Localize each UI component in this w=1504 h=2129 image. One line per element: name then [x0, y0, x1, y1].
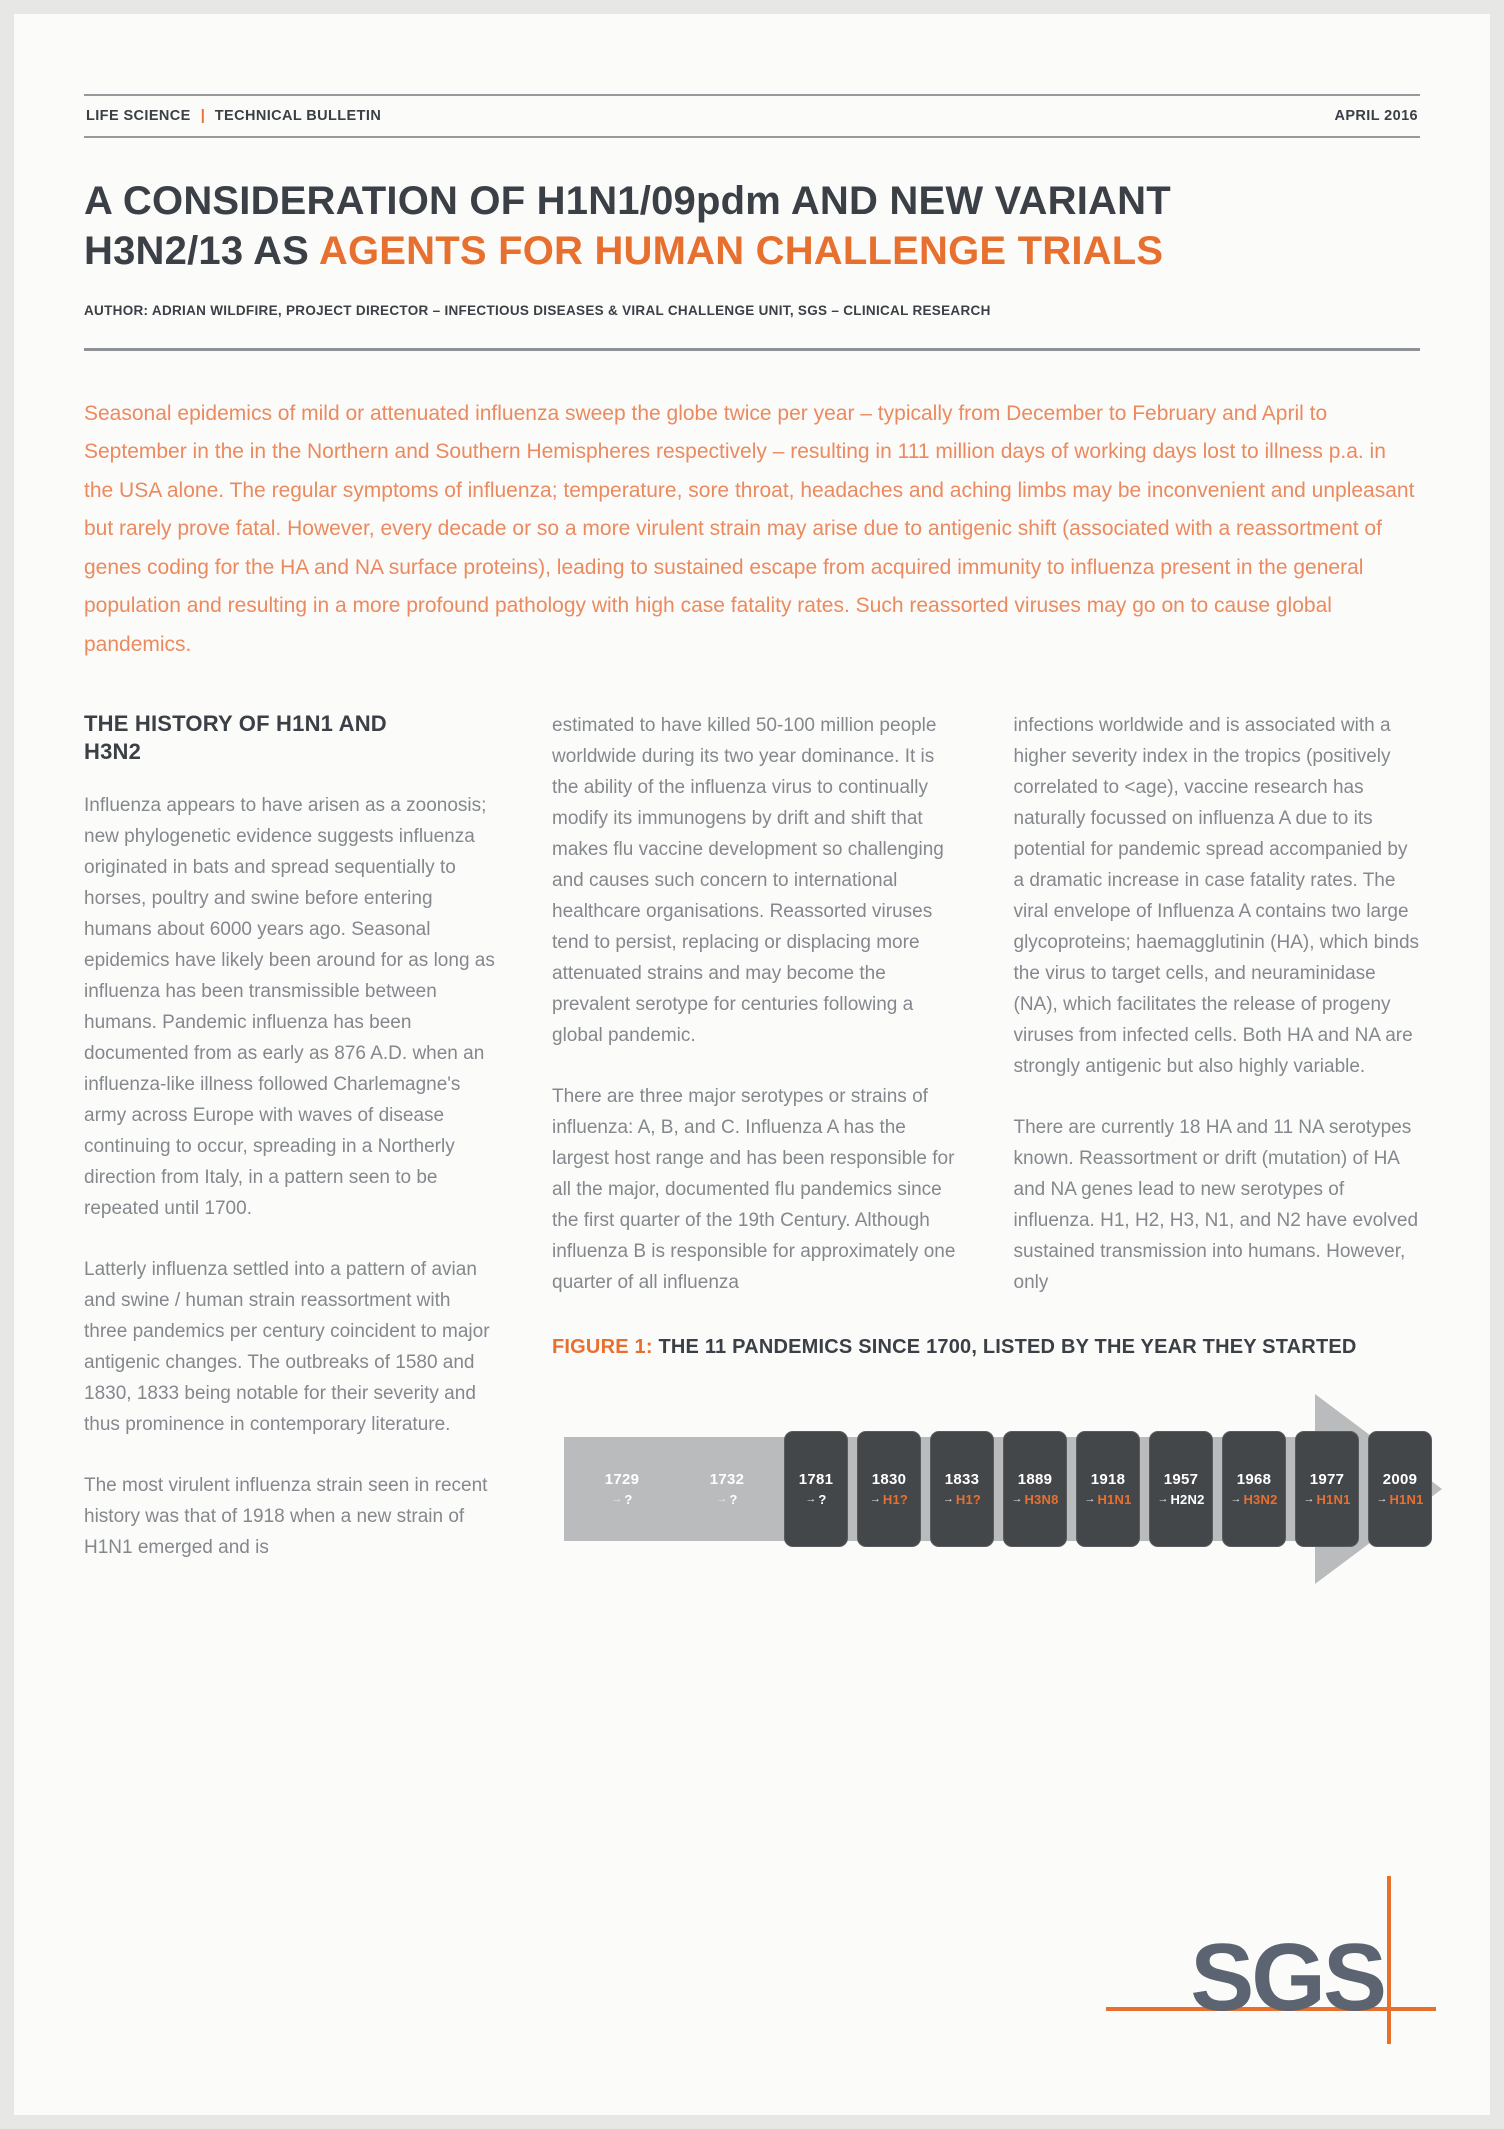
timeline-subtype-row — [1376, 1492, 1423, 1507]
timeline-subtype-row — [1157, 1492, 1204, 1507]
pandemics-timeline — [552, 1389, 1424, 1601]
column-2 — [552, 710, 959, 1328]
timeline-item-1968 — [1222, 1431, 1286, 1547]
timeline-subtype-row — [805, 1492, 826, 1507]
paragraph: Latterly influenza settled into a pattern of avian and swine / human strain reassortment with three pandemics per century coincident to major antigenic changes. The outbreaks of 1580 and 1830, 1833 being notable for their severity and thus prominence in contemporary literature. — [84, 1259, 490, 1436]
right-region — [552, 710, 1424, 1601]
masthead-type: TECHNICAL BULLETIN — [214, 108, 382, 124]
timeline-year: 1918 — [1090, 1471, 1126, 1489]
masthead-date: APRIL 2016 — [1334, 108, 1418, 124]
timeline-subtype: H3N8 — [1024, 1492, 1059, 1508]
timeline-year: 1729 — [604, 1471, 640, 1489]
timeline-year: 2009 — [1382, 1471, 1418, 1489]
figure-caption-prefix: FIGURE 1: — [552, 1336, 653, 1359]
timeline-item-1781 — [784, 1431, 848, 1547]
timeline-item-1977 — [1295, 1431, 1359, 1547]
timeline-year: 1957 — [1163, 1471, 1199, 1489]
timeline-subtype-row — [1011, 1492, 1058, 1507]
paragraph: Influenza appears to have arisen as a zoonosis; new phylogenetic evidence suggests influenza originated in bats and spread sequentially to horses, poultry and swine before entering humans about 6000 years ago. Seasonal epidemics have likely been around for as long as influenza has been transmissible between humans. Pandemic influenza has been documented from as early as 876 A.D. when an influenza-like illness followed Charlemagne's army across Europe with waves of disease continuing to occur, spreading in a Northerly direction from Italy, in a pattern seen to be repeated until 1700. — [84, 795, 495, 1220]
timeline-subtype: H3N2 — [1243, 1492, 1278, 1508]
logo-vertical-line — [1387, 1876, 1391, 2044]
right-arrow-icon: → — [716, 1493, 728, 1506]
timeline-year: 1781 — [798, 1471, 834, 1489]
right-arrow-icon: → — [1084, 1493, 1096, 1506]
body-columns — [84, 710, 1424, 1601]
timeline-item-1957 — [1149, 1431, 1213, 1547]
right-arrow-icon: → — [611, 1493, 623, 1506]
timeline-item-1732 — [679, 1437, 775, 1541]
paragraph: estimated to have killed 50-100 million people worldwide during its two year dominance. It is the ability of the influenza virus to continually modify its immunogens by drift and shift that makes flu vaccine development so challenging and causes such concern to international healthcare organisations. Reassorted viruses tend to persist, replacing or displacing more attenuated strains and may become the prevalent serotype for centuries following a global pandemic. — [552, 715, 944, 1047]
timeline-subtype-row — [611, 1492, 632, 1507]
masthead-separator: | — [200, 108, 205, 124]
section-heading: THE HISTORY OF H1N1 AND H3N2 — [84, 711, 387, 765]
timeline-subtype-row — [716, 1492, 737, 1507]
timeline-subtype: ? — [818, 1492, 827, 1508]
masthead-left — [86, 108, 381, 124]
title-line2-orange: AGENTS FOR HUMAN CHALLENGE TRIALS — [318, 229, 1164, 273]
right-arrow-icon: → — [1157, 1493, 1169, 1506]
timeline-subtype: H1? — [882, 1492, 909, 1508]
right-arrow-icon: → — [1011, 1493, 1023, 1506]
right-arrow-icon: → — [869, 1493, 881, 1506]
timeline-year: 1732 — [709, 1471, 745, 1489]
timeline-item-1830 — [857, 1431, 921, 1547]
right-arrow-icon: → — [942, 1493, 954, 1506]
timeline-subtype-row — [1230, 1492, 1277, 1507]
right-arrow-icon: → — [1230, 1493, 1242, 1506]
column-1 — [84, 710, 497, 1601]
right-arrow-icon: → — [805, 1493, 817, 1506]
figure-1 — [552, 1336, 1424, 1601]
timeline-subtype: H1N1 — [1097, 1492, 1132, 1508]
timeline-year: 1889 — [1017, 1471, 1053, 1489]
timeline-subtype-row — [1303, 1492, 1350, 1507]
timeline-subtype: H2N2 — [1170, 1492, 1205, 1508]
figure-caption — [552, 1336, 1420, 1359]
right-arrow-icon: → — [1376, 1493, 1388, 1506]
paragraph: There are currently 18 HA and 11 NA serotypes known. Reassortment or drift (mutation) of HA and NA genes lead to new serotypes of influenza. H1, H2, H3, N1, and N2 have evolved sustained transmission into humans. However, only — [1013, 1117, 1419, 1294]
columns-2-3 — [552, 710, 1420, 1328]
masthead — [84, 94, 1420, 138]
timeline-subtype: H1N1 — [1389, 1492, 1424, 1508]
figure-caption-text: THE 11 PANDEMICS SINCE 1700, LISTED BY THE YEAR THEY STARTED — [652, 1336, 1357, 1359]
timeline-item-1729 — [574, 1437, 670, 1541]
timeline-year: 1830 — [871, 1471, 907, 1489]
timeline-year: 1968 — [1236, 1471, 1272, 1489]
timeline-year: 1833 — [944, 1471, 980, 1489]
timeline-items — [574, 1431, 1432, 1547]
timeline-subtype: ? — [624, 1492, 633, 1508]
title-line1: A CONSIDERATION OF H1N1/09pdm AND NEW VARIANT — [84, 179, 1171, 223]
timeline-year: 1977 — [1309, 1471, 1345, 1489]
title-line2-dark: H3N2/13 AS — [84, 229, 319, 273]
page-content — [84, 14, 1424, 1601]
paragraph: The most virulent influenza strain seen in recent history was that of 1918 when a new strain of H1N1 emerged and is — [84, 1475, 488, 1559]
timeline-subtype: ? — [729, 1492, 738, 1508]
timeline-subtype: H1N1 — [1316, 1492, 1351, 1508]
right-arrow-icon: → — [1303, 1493, 1315, 1506]
timeline-subtype: H1? — [955, 1492, 982, 1508]
timeline-item-1918 — [1076, 1431, 1140, 1547]
timeline-item-2009 — [1368, 1431, 1432, 1547]
timeline-subtype-row — [1084, 1492, 1131, 1507]
timeline-subtype-row — [943, 1492, 981, 1507]
logo-text: SGS — [1190, 1924, 1384, 2032]
intro-paragraph: Seasonal epidemics of mild or attenuated influenza sweep the globe twice per year – typically from December to February and April to September in the in the Northern and Southern Hemispheres respectively – resulting in 111 million days of working days lost to illness p.a. in the USA alone. The regular symptoms of influenza; temperature, sore throat, headaches and aching limbs may be inconvenient and unpleasant but rarely prove fatal. However, every decade or so a more virulent strain may arise due to antigenic shift (associated with a reassortment of genes coding for the HA and NA surface proteins), leading to sustained escape from acquired immunity to influenza present in the general population and resulting in a more profound pathology with high case fatality rates. Such reassorted viruses may go on to cause global pandemics. — [84, 401, 1415, 656]
masthead-category: LIFE SCIENCE — [86, 108, 191, 124]
page-title — [84, 176, 1420, 276]
section-divider — [84, 348, 1420, 351]
timeline-item-1833 — [930, 1431, 994, 1547]
sgs-logo — [1106, 1876, 1436, 2044]
timeline-item-1889 — [1003, 1431, 1067, 1547]
timeline-subtype-row — [870, 1492, 908, 1507]
author-line: AUTHOR: ADRIAN WILDFIRE, PROJECT DIRECTOR – INFECTIOUS DISEASES & VIRAL CHALLENGE UNIT, SGS – CLINICAL RESEARCH — [84, 302, 991, 318]
column-3 — [1014, 710, 1421, 1328]
paragraph: There are three major serotypes or strains of influenza: A, B, and C. Influenza A has the largest host range and has been responsible for all the major, documented flu pandemics since the first quarter of the 19th Century. Although influenza B is responsible for approximately one quarter of all influenza — [552, 1086, 956, 1294]
paragraph: infections worldwide and is associated with a higher severity index in the tropics (positively correlated to <age), vaccine research has naturally focussed on influenza A due to its potential for pandemic spread accompanied by a dramatic increase in case fatality rates. The viral envelope of Influenza A contains two large glycoproteins; haemagglutinin (HA), which binds the virus to target cells, and neuraminidase (NA), which facilitates the release of progeny viruses from infected cells. Both HA and NA are strongly antigenic but also highly variable. — [1013, 715, 1420, 1078]
document-page — [14, 14, 1490, 2115]
